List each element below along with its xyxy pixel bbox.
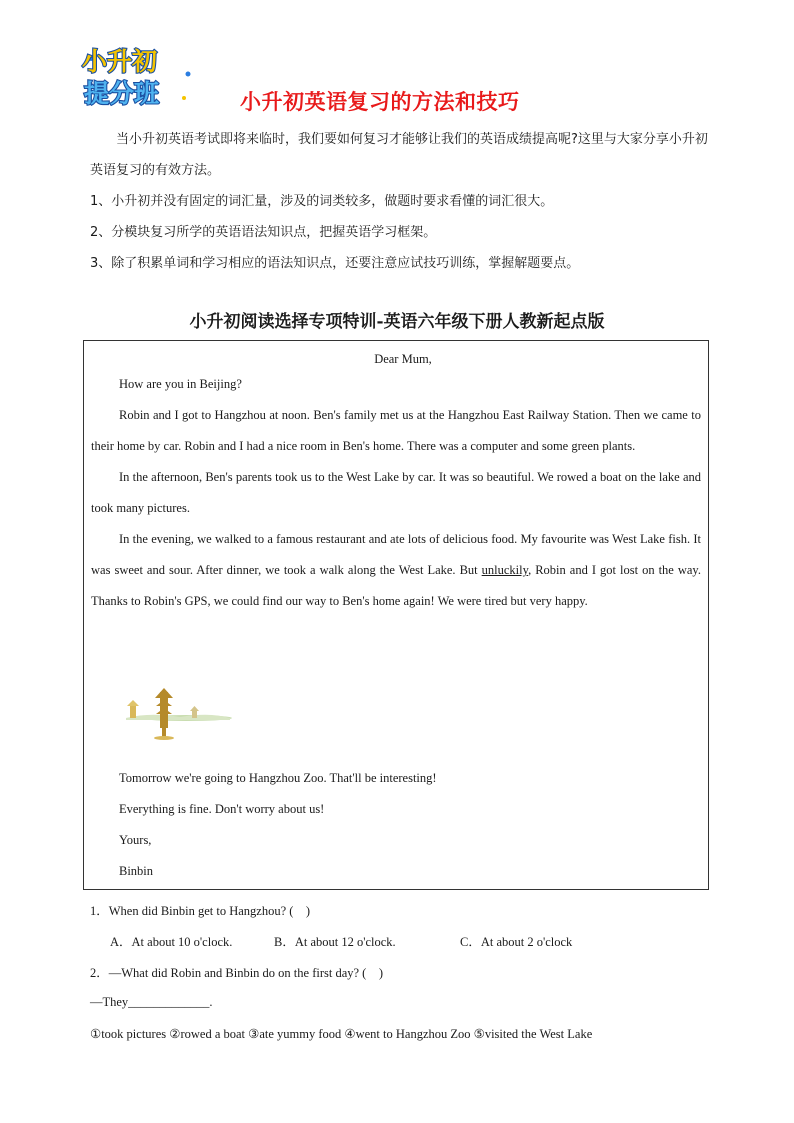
- page-title: 小升初英语复习的方法和技巧: [240, 90, 520, 114]
- text-run: , Robin and I got lost on the way. Thanks to Robin's GPS, we could find our way to Ben's home again! We were tired but very happy.: [91, 563, 701, 608]
- letter-paragraph: Robin and I got to Hangzhou at noon. Ben's family met us at the Hangzhou East Railway Station. Then we came to their home by car. Robin and I had a nice room in Ben's home. There was a computer and some green plants.: [91, 408, 701, 453]
- letter-paragraph: Everything is fine. Don't worry about us!: [119, 802, 325, 816]
- question-1-option-a[interactable]: A．At about 10 o'clock.: [110, 935, 233, 949]
- west-lake-pagoda-illustration: [120, 684, 232, 742]
- course-logo: [76, 40, 196, 108]
- reading-passage-box: [83, 340, 709, 890]
- letter-paragraph: In the afternoon, Ben's parents took us to the West Lake by car. It was so beautiful. We rowed a boat on the lake and took many pictures.: [91, 470, 701, 515]
- tip-item: 2、分模块复习所学的英语语法知识点，把握英语学习框架。: [90, 225, 437, 240]
- letter-greeting: Dear Mum,: [374, 352, 432, 366]
- letter-paragraph: How are you in Beijing?: [119, 377, 242, 391]
- letter-closing-section: [91, 763, 701, 887]
- letter-signoff: Yours,: [119, 833, 152, 847]
- letter-paragraph: [91, 524, 701, 617]
- text-run: In the evening, we walked to a famous restaurant and ate lots of delicious food. My favourite was West Lake fish. It was sweet and sour. After dinner, we took a walk along the West Lake. But: [91, 532, 701, 577]
- intro-paragraph: 当小升初英语考试即将来临时，我们要如何复习才能够让我们的英语成绩提高呢?这里与大家分享小升初英语复习的有效方法。: [90, 132, 708, 178]
- question-2: 2．—What did Robin and Binbin do on the first day? ( ): [90, 966, 384, 980]
- intro-section: [90, 124, 708, 279]
- underlined-word: unluckily: [481, 563, 529, 577]
- letter-paragraph: Tomorrow we're going to Hangzhou Zoo. That'll be interesting!: [119, 771, 437, 785]
- tip-item: 1、小升初并没有固定的词汇量，涉及的词类较多，做题时要求看懂的词汇很大。: [90, 194, 554, 209]
- question-1-option-b[interactable]: B．At about 12 o'clock.: [274, 935, 396, 949]
- svg-text:小升初: 小升初: [82, 47, 158, 76]
- section-title: 小升初阅读选择专项特训-英语六年级下册人教新起点版: [189, 312, 605, 332]
- question-2-choices: ①took pictures ②rowed a boat ③ate yummy food ④went to Hangzhou Zoo ⑤visited the West Lake: [90, 1027, 593, 1041]
- question-1-option-c[interactable]: C．At about 2 o'clock: [460, 935, 573, 949]
- letter-signature: Binbin: [119, 864, 154, 878]
- tip-item: 3、除了积累单词和学习相应的语法知识点，还要注意应试技巧训练，掌握解题要点。: [90, 256, 580, 271]
- svg-text:提分班: 提分班: [84, 79, 160, 108]
- question-1: 1．When did Binbin get to Hangzhou? ( ): [90, 904, 311, 918]
- question-2-answer-line[interactable]: —They_____________.: [90, 995, 213, 1009]
- letter-body: [91, 369, 701, 617]
